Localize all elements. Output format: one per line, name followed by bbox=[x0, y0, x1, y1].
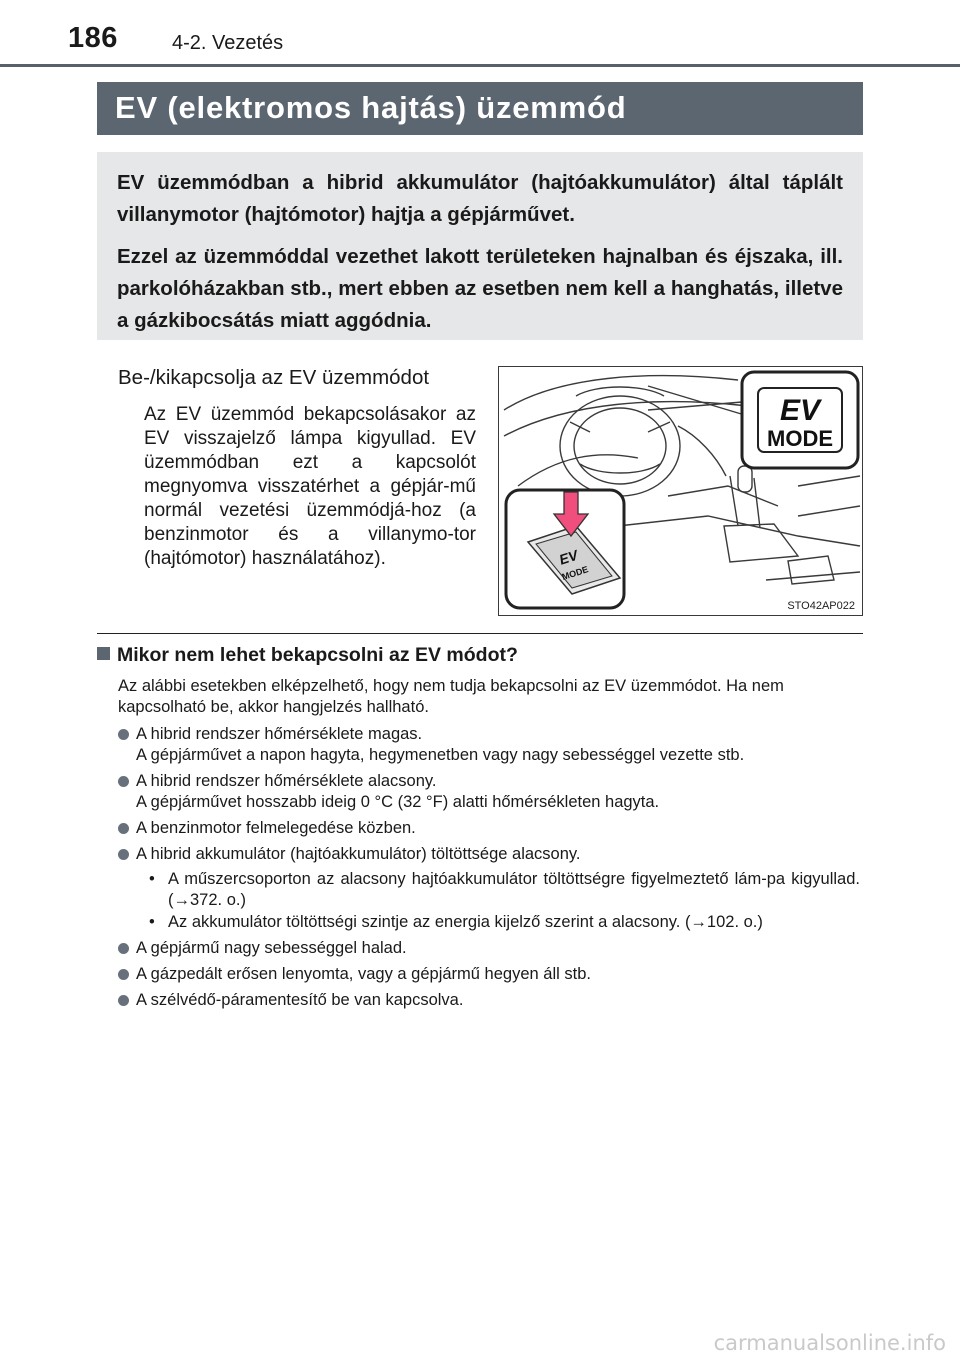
ev-button-mode-text: MODE bbox=[767, 426, 833, 451]
sub-bullet-icon: • bbox=[149, 913, 155, 931]
square-bullet-icon bbox=[97, 647, 110, 660]
round-bullet-icon bbox=[118, 849, 129, 860]
faq-item bbox=[118, 990, 860, 1011]
faq-heading-text: Mikor nem lehet bekapcsolni az EV módot? bbox=[117, 644, 518, 666]
faq-item bbox=[118, 964, 860, 985]
sub-bullet-icon: • bbox=[149, 870, 155, 888]
intro-box bbox=[97, 152, 863, 340]
figure-code: STO42AP022 bbox=[787, 600, 855, 612]
faq-item bbox=[118, 844, 860, 933]
faq-item-title: A hibrid akkumulátor (hajtóakkumulátor) töltöttsége alacsony. bbox=[136, 845, 581, 863]
faq-item-detail: A gépjárművet a napon hagyta, hegymenetben vagy nagy sebességgel vezette stb. bbox=[136, 746, 745, 764]
faq-item-title: A gépjármű nagy sebességgel halad. bbox=[136, 939, 407, 957]
ev-button-ev-text: EV bbox=[779, 394, 821, 427]
round-bullet-icon bbox=[118, 776, 129, 787]
faq-item-detail: A gépjárművet hosszabb ideig 0 °C (32 °F) alatti hőmérsékleten hagyta. bbox=[136, 793, 660, 811]
header-rule bbox=[0, 64, 960, 67]
watermark: carmanualsonline.info bbox=[713, 1331, 946, 1355]
faq-sub-item bbox=[136, 912, 860, 933]
ev-switch-ev-text: EV bbox=[557, 546, 580, 568]
faq-item-title: A hibrid rendszer hőmérséklete magas. bbox=[136, 725, 423, 743]
faq-heading bbox=[97, 644, 518, 667]
faq-item-title: A gázpedált erősen lenyomta, vagy a gépjármű hegyen áll stb. bbox=[136, 965, 591, 983]
step-title: Be-/kikapcsolja az EV üzemmódot bbox=[118, 366, 430, 389]
faq-sub-text: A műszercsoporton az alacsony hajtóakkumulátor töltöttségre figyelmeztető lám-pa kigyullad. (→372. o.) bbox=[168, 870, 860, 909]
round-bullet-icon bbox=[118, 995, 129, 1006]
faq-item-title: A benzinmotor felmelegedése közben. bbox=[136, 819, 416, 837]
faq-item-title: A hibrid rendszer hőmérséklete alacsony. bbox=[136, 772, 437, 790]
step-text: Az EV üzemmód bekapcsolásakor az EV visszajelző lámpa kigyullad. EV üzemmódban ezt a kapcsolót megnyomva visszatérhet a gépjár-mű normál vezetési üzemmódjá-hoz (a benzinmotor és a villanymo-tor (hajtómotor) használatához). bbox=[144, 404, 476, 569]
faq-item-title: A szélvédő-páramentesítő be van kapcsolva. bbox=[136, 991, 464, 1009]
round-bullet-icon bbox=[118, 729, 129, 740]
faq-sub-list bbox=[136, 869, 860, 933]
faq-sub-item bbox=[136, 869, 860, 911]
faq-item bbox=[118, 771, 860, 813]
intro-paragraph-2: Ezzel az üzemmóddal vezethet lakott területeken hajnalban és éjszaka, ill. parkolóházakban stb., mert ebben az esetben nem kell a hanghatás, illetve a gázkibocsátás miatt aggódnia. bbox=[117, 245, 843, 332]
round-bullet-icon bbox=[118, 943, 129, 954]
faq-item bbox=[118, 818, 860, 839]
faq-item bbox=[118, 938, 860, 959]
intro-paragraph-1: EV üzemmódban a hibrid akkumulátor (hajtóakkumulátor) által táplált villanymotor (hajtómotor) hajtja a gépjárművet. bbox=[117, 171, 843, 226]
faq-sub-text: Az akkumulátor töltöttségi szintje az energia kijelző szerint a alacsony. (→102. o.) bbox=[168, 913, 763, 931]
section-divider bbox=[97, 633, 863, 634]
faq-body bbox=[118, 676, 860, 1016]
round-bullet-icon bbox=[118, 969, 129, 980]
round-bullet-icon bbox=[118, 823, 129, 834]
faq-lead: Az alábbi esetekben elképzelhető, hogy nem tudja bekapcsolni az EV üzemmódot. Ha nem kapcsolható be, akkor hangjelzés hallható. bbox=[118, 677, 784, 716]
ev-switch-callout bbox=[506, 490, 624, 608]
ev-mode-illustration bbox=[498, 366, 863, 616]
faq-item bbox=[118, 724, 860, 766]
page-header bbox=[0, 0, 960, 68]
page-number: 186 bbox=[68, 22, 118, 54]
ev-switch-mode-text: MODE bbox=[560, 564, 590, 583]
section-label: 4-2. Vezetés bbox=[172, 32, 284, 54]
ev-mode-figure bbox=[498, 366, 863, 616]
page-title: EV (elektromos hajtás) üzemmód bbox=[97, 82, 863, 135]
